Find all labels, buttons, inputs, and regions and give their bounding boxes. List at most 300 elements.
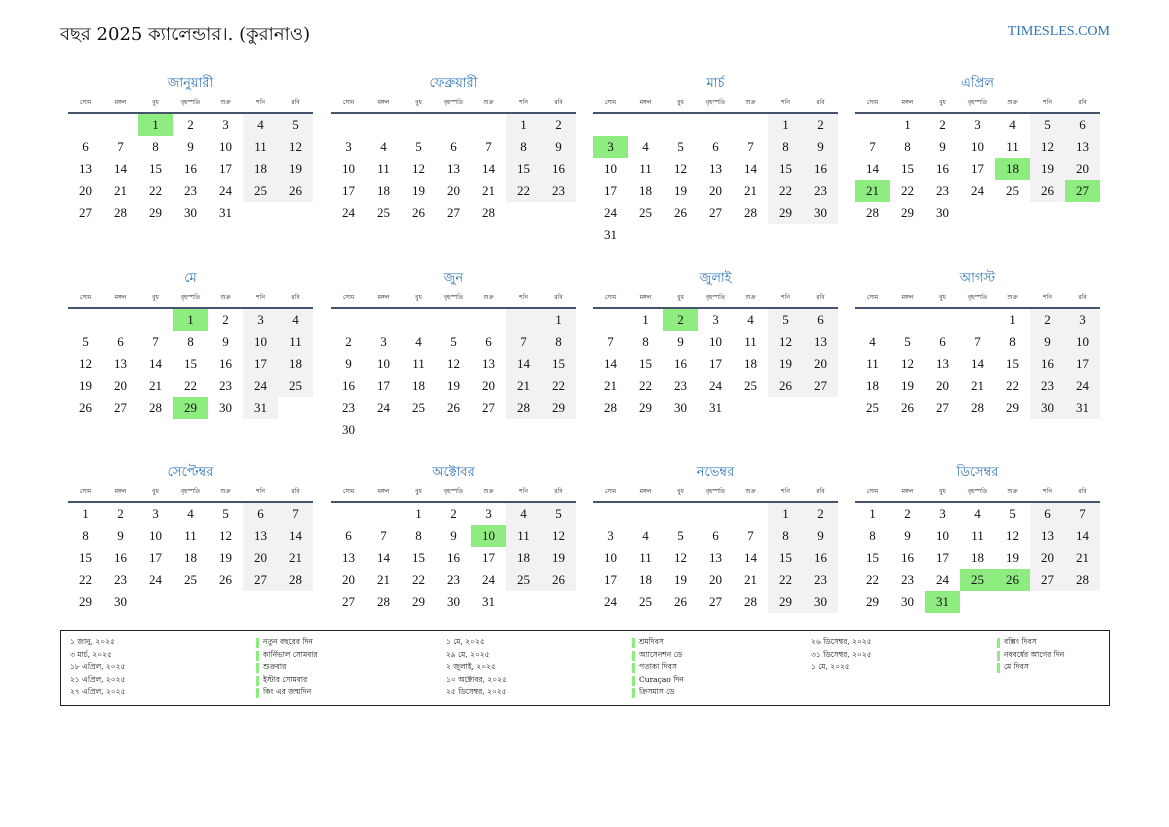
weekday-label: বুধ — [152, 488, 159, 495]
day-cell: 6 — [485, 334, 492, 349]
day-cell: 8 — [642, 334, 649, 349]
empty-cell — [663, 503, 698, 525]
holiday-name: ইস্টার সোমবার — [263, 674, 308, 684]
day-cell: 13 — [1030, 525, 1065, 547]
day-cell: 4 — [869, 334, 876, 349]
day-cell: 8 — [869, 528, 876, 543]
empty-cell — [436, 114, 471, 136]
holiday-marker — [632, 663, 635, 673]
empty-cell — [855, 114, 890, 136]
day-cell: 30 — [1030, 397, 1065, 419]
day-cell: 1 — [642, 312, 649, 327]
day-cell: 17 — [482, 550, 495, 565]
day-cell: 27 — [709, 594, 722, 609]
day-cell: 8 — [82, 528, 89, 543]
weekday-label: বৃহস্পতি — [705, 99, 726, 106]
legend-item — [446, 675, 684, 688]
day-cell: 28 — [744, 594, 757, 609]
day-cell: 7 — [607, 334, 614, 349]
day-cell: 16 — [184, 161, 197, 176]
month-title: এপ্রিল — [961, 76, 994, 91]
day-cell: 14 — [482, 161, 495, 176]
day-cell: 30 — [219, 400, 232, 415]
day-cell: 26 — [541, 569, 576, 591]
day-cell: 25 — [278, 375, 313, 397]
weekday-label: বুধ — [152, 99, 159, 106]
day-cell: 8 — [541, 331, 576, 353]
day-cell: 20 — [1030, 547, 1065, 569]
day-cell: 10 — [1065, 331, 1100, 353]
holiday-day-cell: 18 — [995, 158, 1030, 180]
day-cell: 14 — [377, 550, 390, 565]
day-cell: 3 — [974, 117, 981, 132]
day-cell: 9 — [1030, 331, 1065, 353]
weekday-header — [68, 98, 313, 111]
day-cell: 21 — [506, 375, 541, 397]
day-cell: 30 — [803, 591, 838, 613]
day-cell: 12 — [768, 331, 803, 353]
day-cell: 8 — [152, 139, 159, 154]
holiday-day-cell: 27 — [1065, 180, 1100, 202]
day-cell: 7 — [485, 139, 492, 154]
legend-item — [70, 637, 318, 650]
site-link[interactable]: TIMESLES.COM — [1007, 24, 1110, 39]
day-cell: 25 — [639, 594, 652, 609]
day-cell: 14 — [744, 161, 757, 176]
day-cell: 27 — [1030, 569, 1065, 591]
day-cell: 5 — [677, 528, 684, 543]
holiday-date: ১৮ এপ্রিল, ২০২৫ — [70, 662, 126, 672]
month-title: আগস্ট — [959, 271, 996, 286]
day-grid — [68, 114, 313, 224]
empty-cell — [733, 503, 768, 525]
day-cell: 14 — [278, 525, 313, 547]
day-cell: 21 — [482, 183, 495, 198]
day-cell: 26 — [901, 400, 914, 415]
day-cell: 23 — [219, 378, 232, 393]
day-cell: 23 — [1030, 375, 1065, 397]
day-cell: 23 — [901, 572, 914, 587]
day-cell: 28 — [604, 400, 617, 415]
legend-item — [446, 662, 684, 675]
empty-cell — [366, 503, 401, 525]
day-cell: 1 — [82, 506, 89, 521]
day-cell: 16 — [674, 356, 687, 371]
day-cell: 16 — [1030, 353, 1065, 375]
day-cell: 12 — [674, 161, 687, 176]
legend-column — [70, 637, 318, 700]
day-cell: 29 — [768, 202, 803, 224]
empty-cell — [401, 114, 436, 136]
day-cell: 11 — [412, 356, 425, 371]
day-cell: 6 — [712, 139, 719, 154]
day-cell: 15 — [639, 356, 652, 371]
day-cell: 28 — [278, 569, 313, 591]
empty-cell — [331, 503, 366, 525]
day-cell: 9 — [345, 356, 352, 371]
holiday-marker — [256, 688, 259, 698]
day-cell: 13 — [936, 356, 949, 371]
weekday-header — [331, 487, 576, 500]
empty-cell — [471, 114, 506, 136]
day-cell: 25 — [377, 205, 390, 220]
day-cell: 18 — [278, 353, 313, 375]
day-grid — [593, 114, 838, 246]
day-cell: 11 — [278, 331, 313, 353]
weekday-label: সোম — [79, 99, 92, 106]
day-cell: 18 — [506, 547, 541, 569]
day-grid — [331, 114, 576, 224]
holiday-date: ২৭ এপ্রিল, ২০২৫ — [70, 687, 126, 697]
day-cell: 1 — [869, 506, 876, 521]
day-cell: 7 — [278, 503, 313, 525]
day-cell: 5 — [541, 503, 576, 525]
weekday-label: মঙ্গল — [639, 99, 652, 106]
day-cell: 6 — [117, 334, 124, 349]
day-cell: 11 — [971, 528, 984, 543]
weekday-header — [855, 487, 1100, 500]
day-cell: 26 — [278, 180, 313, 202]
day-cell: 20 — [803, 353, 838, 375]
holiday-date: ১ জানু, ২০২৫ — [70, 637, 115, 647]
empty-cell — [698, 503, 733, 525]
day-cell: 10 — [377, 356, 390, 371]
day-cell: 4 — [415, 334, 422, 349]
holiday-name: Curaçao দিন — [639, 674, 684, 684]
month-title: অক্টোবর — [432, 465, 475, 480]
day-cell: 24 — [604, 594, 617, 609]
month-block — [593, 269, 838, 419]
weekday-label: সোম — [79, 294, 92, 301]
holiday-name: পতাকা দিবস — [639, 662, 677, 672]
day-cell: 15 — [506, 158, 541, 180]
weekday-label: বুধ — [677, 99, 684, 106]
holiday-date: ২৬ ডিসেম্বর, ২০২৫ — [811, 637, 872, 647]
day-cell: 25 — [866, 400, 879, 415]
day-cell: 7 — [380, 528, 387, 543]
weekday-header — [855, 293, 1100, 306]
day-cell: 31 — [604, 227, 617, 242]
day-cell: 20 — [709, 183, 722, 198]
holiday-date: ২১ এপ্রিল, ২০২৫ — [70, 674, 126, 684]
weekday-label: বৃহস্পতি — [967, 488, 988, 495]
weekday-label: সোম — [604, 99, 617, 106]
day-cell: 19 — [278, 158, 313, 180]
day-cell: 30 — [936, 205, 949, 220]
weekday-label: বুধ — [939, 488, 946, 495]
day-cell: 28 — [744, 205, 757, 220]
weekday-label: রবি — [1078, 488, 1087, 495]
weekday-header — [593, 487, 838, 500]
day-cell: 25 — [184, 572, 197, 587]
weekday-label: শনি — [781, 294, 790, 301]
weekday-label: রবি — [1078, 294, 1087, 301]
weekday-label: রবি — [816, 294, 825, 301]
day-cell: 3 — [1065, 309, 1100, 331]
day-cell: 24 — [604, 205, 617, 220]
holiday-day-cell: 21 — [855, 180, 890, 202]
month-title: মে — [184, 271, 197, 286]
day-cell: 9 — [904, 528, 911, 543]
day-cell: 30 — [803, 202, 838, 224]
day-cell: 18 — [377, 183, 390, 198]
day-cell: 13 — [79, 161, 92, 176]
day-cell: 27 — [79, 205, 92, 220]
day-cell: 9 — [117, 528, 124, 543]
day-cell: 5 — [222, 506, 229, 521]
day-grid — [331, 309, 576, 441]
day-cell: 26 — [674, 594, 687, 609]
day-cell: 12 — [674, 550, 687, 565]
weekday-label: শুক্র — [220, 99, 231, 106]
day-cell: 16 — [219, 356, 232, 371]
legend-item — [811, 662, 1064, 675]
day-cell: 15 — [901, 161, 914, 176]
weekday-label: শুক্র — [745, 488, 756, 495]
day-cell: 19 — [768, 353, 803, 375]
day-cell: 20 — [114, 378, 127, 393]
day-cell: 2 — [117, 506, 124, 521]
month-block — [68, 74, 313, 224]
day-cell: 22 — [541, 375, 576, 397]
day-cell: 15 — [149, 161, 162, 176]
weekday-label: শুক্র — [1007, 99, 1018, 106]
day-cell: 10 — [149, 528, 162, 543]
day-cell: 4 — [747, 312, 754, 327]
day-cell: 11 — [506, 525, 541, 547]
day-cell: 14 — [149, 356, 162, 371]
day-cell: 17 — [971, 161, 984, 176]
legend-item — [446, 650, 684, 663]
day-cell: 5 — [82, 334, 89, 349]
day-cell: 22 — [866, 572, 879, 587]
day-cell: 26 — [79, 400, 92, 415]
day-cell: 29 — [1006, 400, 1019, 415]
day-cell: 30 — [901, 594, 914, 609]
weekday-header — [593, 293, 838, 306]
weekday-label: বৃহস্পতি — [180, 294, 201, 301]
day-cell: 17 — [149, 550, 162, 565]
weekday-label: মঙ্গল — [901, 488, 914, 495]
weekday-label: সোম — [604, 294, 617, 301]
day-cell: 8 — [904, 139, 911, 154]
holiday-date: ২৫ ডিসেম্বর, ২০২৫ — [446, 687, 507, 697]
empty-cell — [103, 309, 138, 331]
day-cell: 30 — [114, 594, 127, 609]
day-cell: 3 — [222, 117, 229, 132]
day-cell: 26 — [768, 375, 803, 397]
day-cell: 26 — [674, 205, 687, 220]
weekday-label: শুক্র — [745, 99, 756, 106]
empty-cell — [663, 114, 698, 136]
day-cell: 19 — [219, 550, 232, 565]
weekday-label: শুক্র — [483, 488, 494, 495]
day-cell: 8 — [1009, 334, 1016, 349]
day-cell: 8 — [187, 334, 194, 349]
day-cell: 7 — [747, 139, 754, 154]
holiday-name: অ্যাসেনশন ডে — [639, 649, 683, 659]
day-cell: 8 — [506, 136, 541, 158]
day-cell: 1 — [1009, 312, 1016, 327]
month-block — [855, 74, 1100, 224]
day-cell: 28 — [114, 205, 127, 220]
day-cell: 16 — [541, 158, 576, 180]
day-cell: 17 — [604, 183, 617, 198]
day-cell: 10 — [342, 161, 355, 176]
day-cell: 16 — [114, 550, 127, 565]
day-cell: 6 — [803, 309, 838, 331]
month-block — [593, 74, 838, 246]
day-grid — [855, 309, 1100, 419]
day-cell: 24 — [243, 375, 278, 397]
day-cell: 3 — [243, 309, 278, 331]
legend-item — [811, 650, 1064, 663]
day-cell: 13 — [803, 331, 838, 353]
day-cell: 7 — [1065, 503, 1100, 525]
weekday-label: সোম — [342, 294, 355, 301]
day-cell: 3 — [345, 139, 352, 154]
empty-cell — [506, 309, 541, 331]
day-cell: 29 — [866, 594, 879, 609]
day-cell: 2 — [939, 117, 946, 132]
day-cell: 31 — [243, 397, 278, 419]
day-cell: 23 — [114, 572, 127, 587]
empty-cell — [628, 503, 663, 525]
day-grid — [855, 114, 1100, 224]
day-cell: 16 — [901, 550, 914, 565]
holiday-day-cell: 10 — [471, 525, 506, 547]
holiday-name: কিং এর জন্মদিন — [263, 687, 312, 697]
weekday-label: রবি — [1078, 99, 1087, 106]
day-cell: 31 — [1065, 397, 1100, 419]
day-cell: 5 — [1009, 506, 1016, 521]
holiday-date: ২৯ মে, ২০২৫ — [446, 649, 490, 659]
weekday-label: বৃহস্পতি — [705, 294, 726, 301]
day-cell: 27 — [243, 569, 278, 591]
holiday-day-cell: 1 — [138, 114, 173, 136]
day-cell: 7 — [117, 139, 124, 154]
day-cell: 9 — [222, 334, 229, 349]
day-cell: 18 — [243, 158, 278, 180]
day-cell: 19 — [901, 378, 914, 393]
weekday-label: বুধ — [939, 99, 946, 106]
holiday-day-cell: 31 — [925, 591, 960, 613]
day-cell: 22 — [149, 183, 162, 198]
day-cell: 7 — [152, 334, 159, 349]
day-grid — [68, 309, 313, 419]
empty-cell — [628, 114, 663, 136]
weekday-label: বৃহস্পতি — [443, 99, 464, 106]
day-cell: 17 — [219, 161, 232, 176]
day-cell: 10 — [219, 139, 232, 154]
month-title: সেপ্টেম্বর — [167, 465, 214, 480]
empty-cell — [331, 309, 366, 331]
legend-item — [446, 637, 684, 650]
day-cell: 28 — [866, 205, 879, 220]
day-cell: 9 — [541, 136, 576, 158]
day-cell: 11 — [1006, 139, 1019, 154]
day-cell: 26 — [1030, 180, 1065, 202]
weekday-label: রবি — [554, 99, 563, 106]
day-cell: 19 — [79, 378, 92, 393]
weekday-header — [68, 487, 313, 500]
day-cell: 18 — [639, 572, 652, 587]
day-cell: 4 — [974, 506, 981, 521]
empty-cell — [855, 309, 890, 331]
month-block — [68, 269, 313, 419]
day-cell: 12 — [219, 528, 232, 543]
day-cell: 13 — [1065, 136, 1100, 158]
month-block — [855, 463, 1100, 613]
day-cell: 14 — [114, 161, 127, 176]
empty-cell — [698, 114, 733, 136]
day-cell: 18 — [412, 378, 425, 393]
weekday-label: মঙ্গল — [901, 294, 914, 301]
weekday-label: মঙ্গল — [377, 99, 390, 106]
day-cell: 2 — [803, 114, 838, 136]
day-cell: 23 — [342, 400, 355, 415]
holiday-marker — [997, 651, 1000, 661]
day-cell: 9 — [450, 528, 457, 543]
month-block — [68, 463, 313, 613]
weekday-label: শনি — [1043, 488, 1052, 495]
holiday-legend — [60, 630, 1110, 706]
legend-item — [70, 687, 318, 700]
weekday-label: মঙ্গল — [114, 99, 127, 106]
empty-cell — [593, 114, 628, 136]
weekday-label: মঙ্গল — [377, 294, 390, 301]
holiday-marker — [632, 638, 635, 648]
weekday-label: শুক্র — [1007, 294, 1018, 301]
weekday-label: শুক্র — [1007, 488, 1018, 495]
day-cell: 28 — [377, 594, 390, 609]
day-cell: 20 — [342, 572, 355, 587]
holiday-name: ক্রিসমাস ডে — [639, 687, 675, 697]
month-block — [331, 74, 576, 224]
day-cell: 9 — [803, 525, 838, 547]
holiday-marker — [632, 688, 635, 698]
day-cell: 16 — [342, 378, 355, 393]
day-grid — [68, 503, 313, 613]
day-cell: 13 — [342, 550, 355, 565]
weekday-label: মঙ্গল — [901, 99, 914, 106]
empty-cell — [925, 309, 960, 331]
legend-item — [70, 650, 318, 663]
day-cell: 29 — [768, 591, 803, 613]
day-cell: 28 — [971, 400, 984, 415]
holiday-name: শ্রমদিবস — [639, 637, 664, 647]
day-cell: 26 — [412, 205, 425, 220]
day-cell: 30 — [674, 400, 687, 415]
day-cell: 9 — [803, 136, 838, 158]
day-cell: 17 — [1065, 353, 1100, 375]
weekday-label: বুধ — [677, 294, 684, 301]
weekday-label: বুধ — [415, 294, 422, 301]
month-block — [593, 463, 838, 613]
month-title: জুলাই — [699, 271, 732, 286]
day-cell: 24 — [936, 572, 949, 587]
day-cell: 23 — [541, 180, 576, 202]
day-cell: 26 — [447, 400, 460, 415]
day-cell: 23 — [184, 183, 197, 198]
day-cell: 2 — [222, 312, 229, 327]
empty-cell — [68, 309, 103, 331]
weekday-label: শনি — [519, 99, 528, 106]
day-cell: 15 — [184, 356, 197, 371]
day-cell: 14 — [866, 161, 879, 176]
day-cell: 25 — [243, 180, 278, 202]
day-cell: 3 — [712, 312, 719, 327]
